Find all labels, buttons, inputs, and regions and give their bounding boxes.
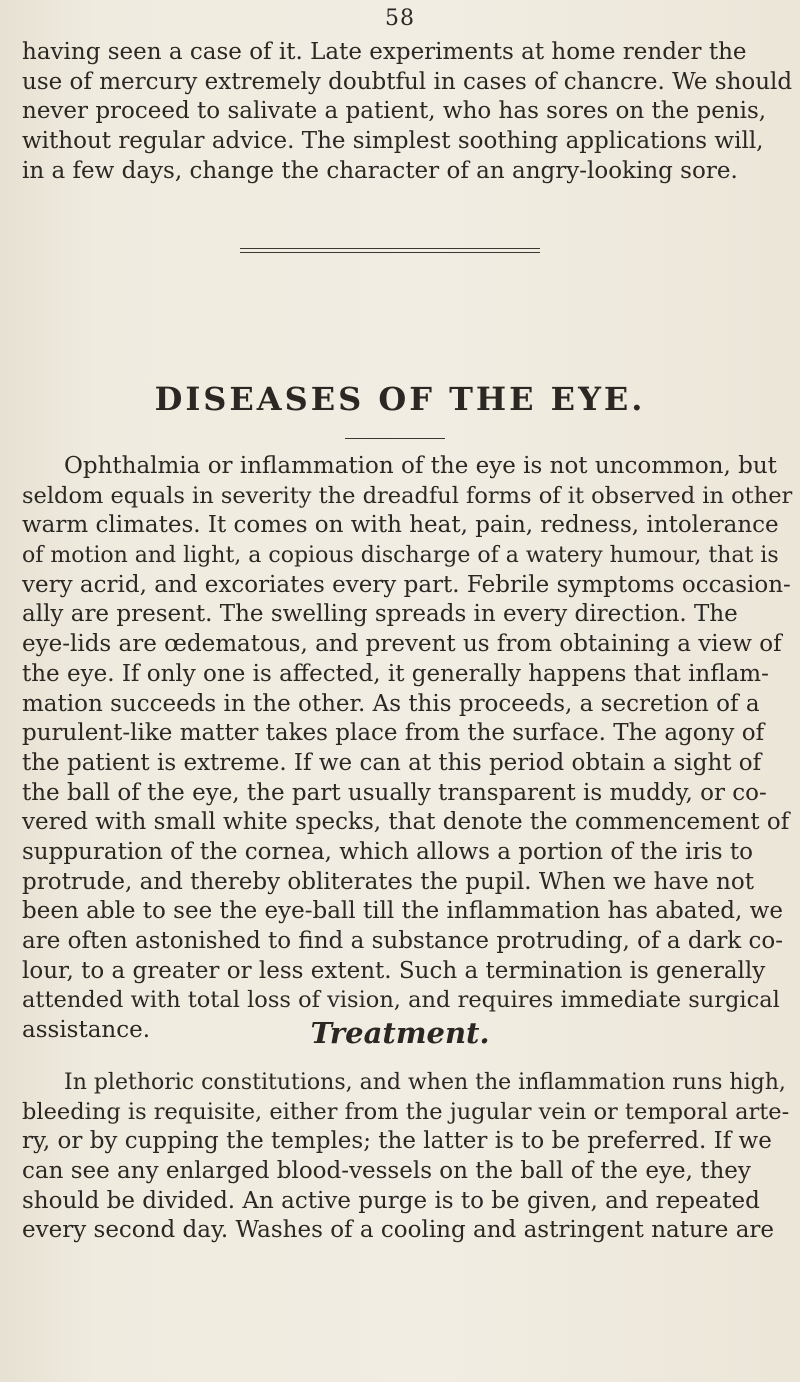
treatment-paragraph	[22, 1068, 792, 1246]
section-divider	[240, 248, 540, 253]
text-line: In plethoric constitutions, and when the inflammation runs high,	[64, 1070, 786, 1095]
page-number: 58	[385, 6, 415, 31]
text-line: suppuration of the cornea, which allows a portion of the iris to	[22, 838, 753, 865]
text-line: can see any enlarged blood-vessels on the ball of the eye, they	[22, 1158, 751, 1185]
text-line: assistance.	[22, 1017, 151, 1044]
text-line: protrude, and thereby obliterates the pupil. When we have not	[22, 868, 754, 895]
text-line: mation succeeds in the other. As this proceeds, a secretion of a	[22, 690, 760, 717]
text-line: Ophthalmia or inflammation of the eye is not uncommon, but	[64, 453, 777, 479]
text-line: attended with total loss of vision, and requires immediate surgical	[22, 987, 780, 1014]
text-line: eye-lids are œdematous, and prevent us from obtaining a view of	[22, 631, 782, 658]
text-line: vered with small white specks, that denote the commencement of	[22, 809, 790, 836]
text-line: very acrid, and excoriates every part. Febrile symptoms occasion-	[22, 571, 791, 598]
text-line: warm climates. It comes on with heat, pain, redness, intolerance	[22, 512, 779, 539]
text-line: bleeding is requisite, either from the jugular vein or temporal arte-	[22, 1098, 790, 1125]
text-line: seldom equals in severity the dreadful forms of it observed in other	[22, 482, 793, 509]
title-rule	[345, 438, 445, 439]
text-line: in a few days, change the character of an angry-looking sore.	[22, 157, 738, 184]
text-line: are often astonished to find a substance protruding, of a dark co-	[22, 928, 784, 954]
text-line: having seen a case of it. Late experiments at home render the	[22, 39, 747, 65]
text-line: should be divided. An active purge is to be given, and repeated	[22, 1187, 760, 1214]
intro-paragraph	[22, 38, 792, 186]
text-line: the ball of the eye, the part usually transparent is muddy, or co-	[22, 779, 767, 806]
text-line: the patient is extreme. If we can at this period obtain a sight of	[22, 749, 762, 776]
text-line: every second day. Washes of a cooling and astringent nature are	[22, 1217, 775, 1244]
text-line: purulent-like matter takes place from the surface. The agony of	[22, 720, 765, 747]
section-title: DISEASES OF THE EYE.	[154, 380, 646, 418]
text-line: use of mercury extremely doubtful in cases of chancre. We should	[22, 68, 793, 95]
text-line: ry, or by cupping the temples; the latter is to be preferred. If we	[22, 1128, 772, 1155]
text-line: lour, to a greater or less extent. Such a termination is generally	[22, 957, 766, 984]
text-line: of motion and light, a copious discharge of a watery humour, that is	[22, 543, 779, 569]
treatment-title: Treatment.	[310, 1016, 490, 1050]
text-line: never proceed to salivate a patient, who has sores on the penis,	[22, 98, 767, 125]
text-line: ally are present. The swelling spreads in every direction. The	[22, 601, 738, 628]
text-line: been able to see the eye-ball till the inflammation has abated, we	[22, 898, 783, 925]
text-line: without regular advice. The simplest soothing applications will,	[22, 128, 764, 155]
text-line: the eye. If only one is affected, it generally happens that inflam-	[22, 660, 769, 687]
ophthalmia-paragraph	[22, 452, 792, 1046]
